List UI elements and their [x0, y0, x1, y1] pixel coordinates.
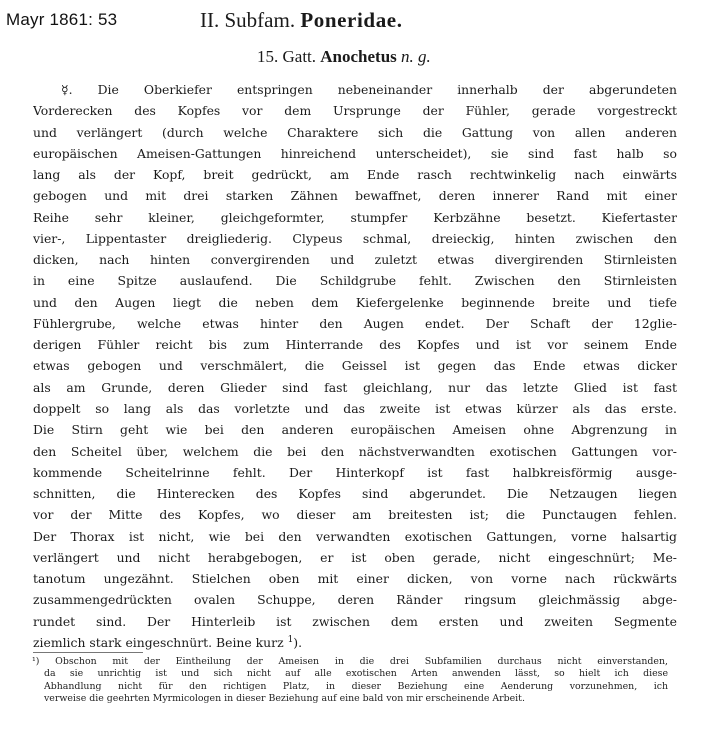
text-line: lang als der Kopf, breit gedrückt, am Ende rasch rechtwinkelig nach einwärts [33, 167, 677, 183]
text-line: tanotum ungezähnt. Stielchen oben mit einer dicken, von vorne nach rückwärts [33, 571, 677, 587]
text-line-content: ziemlich stark eingeschnürt. Beine kurz [33, 634, 284, 650]
text-line: und verlängert (durch welche Charaktere sich die Gattung von allen anderen [33, 124, 677, 140]
text-line: kommende Scheitelrinne fehlt. Der Hinterkopf ist fast halbkreisförmig ausge- [33, 464, 677, 480]
genus-number: 15. [257, 47, 279, 66]
genus-name: Anochetus [320, 47, 397, 66]
text-line-last [33, 632, 677, 653]
text-line: Reihe sehr kleiner, gleichgeformter, stumpfer Kerbzähne besetzt. Kiefertaster [33, 209, 677, 225]
text-line: in eine Spitze auslaufend. Die Schildgrube fehlt. Zwischen den Stirnleisten [33, 273, 677, 289]
gatt-word: Gatt. [282, 47, 317, 66]
text-line: als am Grunde, deren Glieder sind fast gleichlang, nur das letzte Glied ist fast [33, 379, 677, 395]
footnote-divider [33, 652, 143, 653]
text-line: europäischen Ameisen-Gattungen hinreichend unterscheidet), sie sind fast halb so [33, 145, 677, 161]
text-line: Fühlergrube, welche etwas hinter den Augen endet. Der Schaft der 12glie- [33, 315, 677, 331]
text-line: vier-, Lippentaster dreigliederig. Clypeus schmal, dreieckig, hinten zwischen den [33, 230, 677, 246]
description-text [33, 79, 677, 653]
text-line: verlängert und nicht herabgebogen, er ist oben gerade, nicht eingeschnürt; Me- [33, 549, 677, 565]
footnote-line: da sie unrichtig ist und sich nicht auf alle exotischen Arten anwenden lässt, so hielt ich diese [44, 668, 668, 680]
footnote-line: Abhandlung nicht für den richtigen Platz, in dieser Beziehung eine Aenderung vorzunehmen, ich [44, 680, 668, 692]
citation-label: Mayr 1861: 53 [6, 10, 118, 29]
text-line: etwas gebogen und verschmälert, die Geissel ist gegen das Ende etwas dicker [33, 358, 677, 374]
text-line: zusammengedrückten ovalen Schuppe, deren Ränder ringsum gleichmässig abge- [33, 592, 677, 608]
family-name: Poneridae. [300, 8, 403, 32]
text-line: derigen Fühler reicht bis zum Hinterrande des Kopfes und ist vor seinem Ende [33, 337, 677, 353]
footnote-reference: 1 [287, 634, 294, 645]
footnote [32, 656, 668, 706]
subfamily-word: Subfam. [224, 8, 296, 32]
text-line: den Scheitel über, welchem die bei den nächstverwandten exotischen Gattungen vor- [33, 443, 677, 459]
text-line: vor der Mitte des Kopfes, wo dieser am breitesten ist; die Punctaugen fehlen. [33, 507, 677, 523]
text-line: Die Stirn geht wie bei den anderen europäischen Ameisen ohne Abgrenzung in [33, 422, 677, 438]
text-line: schnitten, die Hinterecken des Kopfes sind abgerundet. Die Netzaugen liegen [33, 486, 677, 502]
footnote-reference-close: ). [293, 634, 303, 650]
text-line: und den Augen liegt die neben dem Kiefergelenke beginnende breite und tiefe [33, 294, 677, 310]
text-line: Vorderecken des Kopfes vor dem Ursprunge der Fühler, gerade vorgestreckt [33, 103, 677, 119]
text-line: gebogen und mit drei starken Zähnen bewaffnet, deren innerer Rand mit einer [33, 188, 677, 204]
text-line: ☿. Die Oberkiefer entspringen nebeneinander innerhalb der abgerundeten [61, 82, 677, 97]
text-line: rundet sind. Der Hinterleib ist zwischen dem ersten und zweiten Segmente [33, 613, 677, 629]
nova-genus: n. g. [401, 47, 431, 66]
subfamily-heading [200, 8, 403, 33]
subfamily-numeral: II. [200, 8, 220, 32]
text-line: doppelt so lang als das vorletzte und das zweite ist etwas kürzer als das erste. [33, 400, 677, 416]
text-line: dicken, nach hinten convergirenden und zuletzt etwas divergirenden Stirnleisten [33, 252, 677, 268]
footnote-line: verweise die geehrten Myrmicologen in dieser Beziehung auf eine bald von mir erscheinende Arbeit. [44, 693, 525, 705]
text-line: Der Thorax ist nicht, wie bei den verwandten exotischen Gattungen, vorne halsartig [33, 528, 677, 544]
genus-heading [257, 47, 431, 67]
footnote-line: ¹) Obschon mit der Eintheilung der Ameisen in die drei Subfamilien durchaus nicht einverstanden, [32, 656, 668, 667]
